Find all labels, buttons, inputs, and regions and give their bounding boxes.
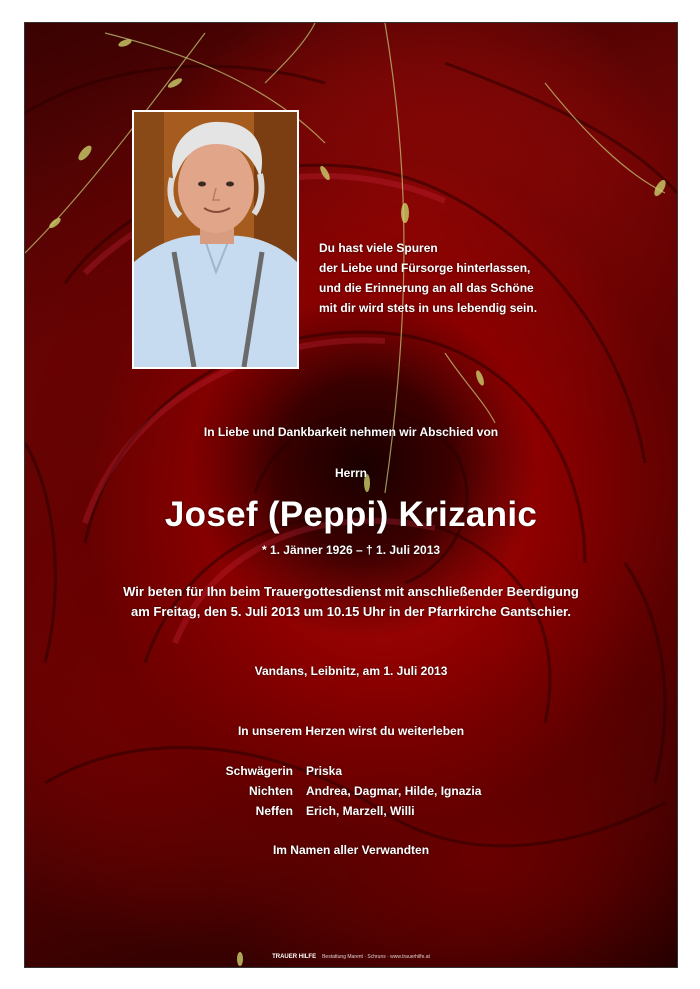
relatives-line: Im Namen aller Verwandten — [272, 843, 430, 857]
family-names-entry: Priska — [306, 764, 343, 778]
life-dates: * 1. Jänner 1926 – † 1. Juli 2013 — [261, 543, 441, 557]
portrait-photo — [132, 110, 299, 369]
closing-line: In unserem Herzen wirst du weiterleben — [237, 724, 465, 738]
footer-brand: TRAUER HILFE — [272, 954, 317, 960]
family-names-entry: Andrea, Dagmar, Hilde, Ignazia — [306, 784, 482, 798]
deceased-name: Josef (Peppi) Krizanic — [164, 495, 538, 534]
family-names — [306, 761, 606, 821]
footer-text: Bestattung Marent · Schruns · www.trauerhilfe.at — [322, 954, 430, 960]
obituary-card — [24, 22, 678, 968]
family-names-entry: Erich, Marzell, Willi — [306, 804, 415, 818]
place-date: Vandans, Leibnitz, am 1. Juli 2013 — [254, 664, 448, 678]
family-label: Neffen — [255, 804, 293, 818]
family-label: Schwägerin — [225, 764, 293, 778]
farewell-intro: In Liebe und Dankbarkeit nehmen wir Abschied von — [203, 425, 499, 439]
poem-line: und die Erinnerung an all das Schöne — [319, 281, 534, 295]
service-line: am Freitag, den 5. Juli 2013 um 10.15 Uhr in der Pfarrkirche Gantschier. — [130, 604, 571, 619]
poem-line: der Liebe und Fürsorge hinterlassen, — [319, 261, 531, 275]
family-label: Nichten — [248, 784, 293, 798]
poem — [319, 238, 537, 318]
footer — [25, 954, 677, 960]
portrait-illustration — [134, 112, 297, 367]
family-labels — [25, 761, 293, 821]
salutation: Herrn — [334, 466, 367, 480]
poem-line: Du hast viele Spuren — [319, 241, 438, 255]
service-line: Wir beten für Ihn beim Trauergottesdienst mit anschließender Beerdigung — [123, 584, 579, 599]
poem-line: mit dir wird stets in uns lebendig sein. — [319, 301, 538, 315]
